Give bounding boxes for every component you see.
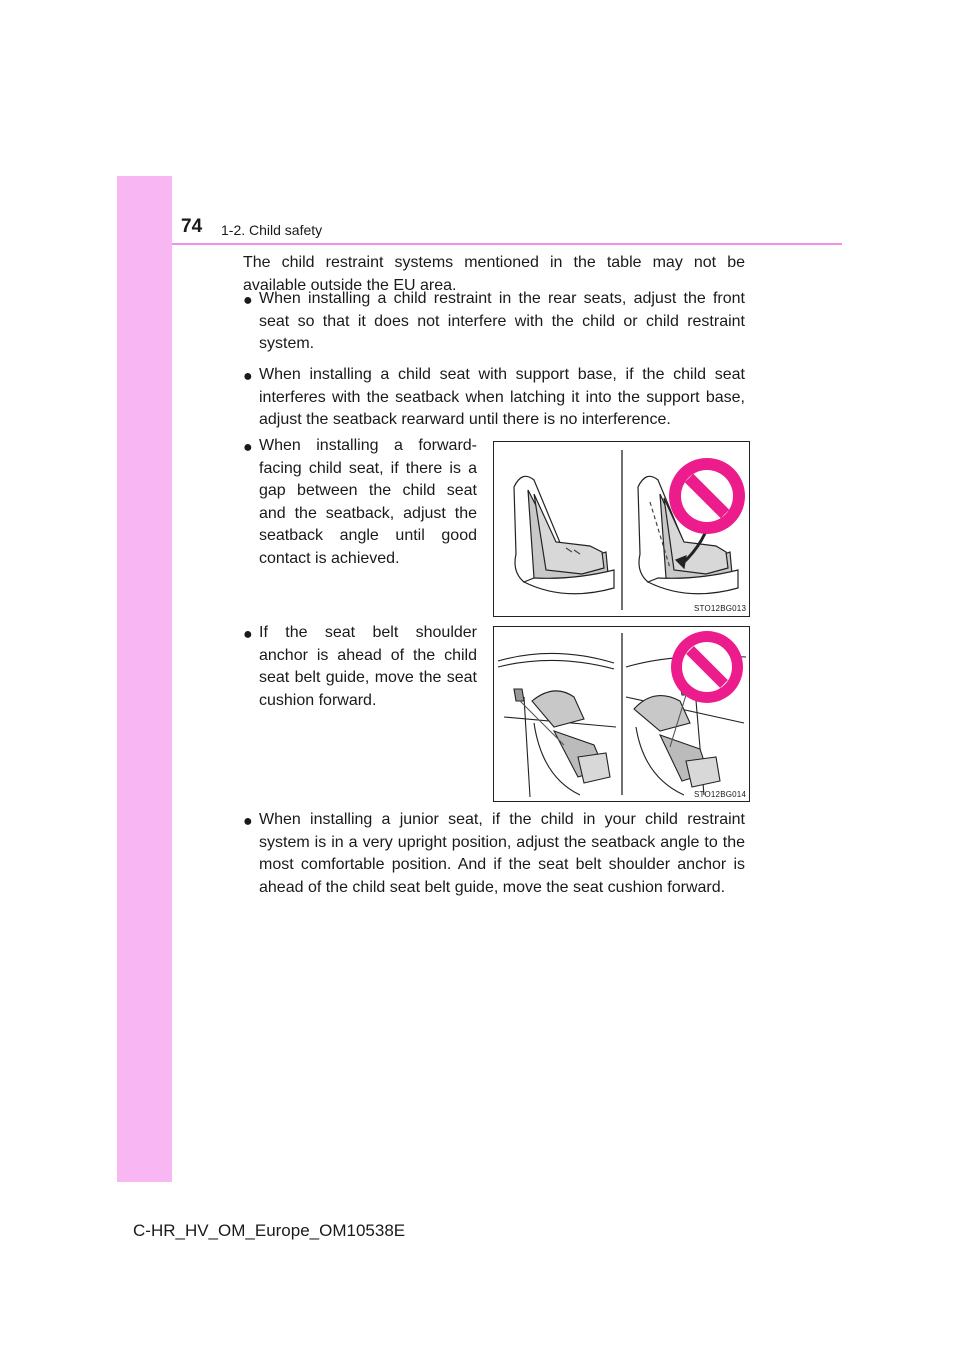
bullet-marker: ● xyxy=(243,626,253,643)
bullet-text-front-seat: When installing a child restraint in the rear seats, adjust the front seat so that it does not interfere with the child or child restraint system. xyxy=(259,290,745,352)
document-id-footer: C-HR_HV_OM_Europe_OM10538E xyxy=(133,1221,406,1240)
figure-shoulder-anchor xyxy=(493,626,750,802)
seat-illustration xyxy=(494,442,749,616)
bullet-text-junior-seat: When installing a junior seat, if the child in your child restraint system is in a very upright position, adjust the seatback angle to the most comfortable position. And if the seat belt shoulder anchor is ahead of the child seat belt guide, move the seat cushion forward. xyxy=(259,811,745,896)
prohibition-icon xyxy=(671,631,743,703)
bullet-marker: ● xyxy=(243,292,253,309)
seat-belt-correct-illustration xyxy=(498,653,616,797)
section-title: 1-2. Child safety xyxy=(221,222,323,238)
page-number: 74 xyxy=(181,216,203,237)
prohibition-icon xyxy=(669,458,745,534)
bullet-marker: ● xyxy=(243,439,253,456)
bullet-marker: ● xyxy=(243,368,253,385)
car-seat-illustration xyxy=(494,627,749,801)
figure-code: STO12BG013 xyxy=(694,604,747,613)
figure-code: STO12BG014 xyxy=(694,790,747,799)
bullet-marker: ● xyxy=(243,813,253,830)
figure-seatback-gap xyxy=(493,441,750,617)
bullet-text-support-base: When installing a child seat with support base, if the child seat interferes with the seatback when latching it into the support base, adjust the seatback rearward until there is no interference. xyxy=(259,366,745,428)
seat-correct-illustration xyxy=(514,476,614,593)
intro-paragraph: The child restraint systems mentioned in the table may not be available outside the EU area. xyxy=(243,254,745,294)
bullet-text-seat-cushion: If the seat belt shoulder anchor is ahead of the child seat belt guide, move the seat cushion forward. xyxy=(259,624,477,709)
header-rule xyxy=(172,243,842,245)
chapter-side-band xyxy=(117,176,172,1182)
bullet-text-forward-facing: When installing a forward-facing child seat, if there is a gap between the child seat and the seatback, adjust the seatback angle until good contact is achieved. xyxy=(259,437,477,567)
